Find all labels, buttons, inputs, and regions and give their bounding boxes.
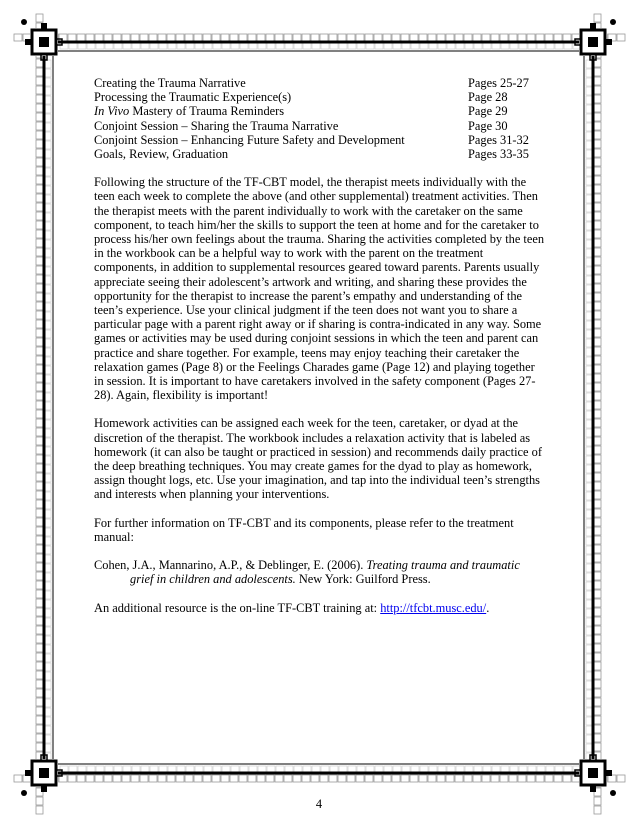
toc-pages: Pages 31-32 <box>468 132 529 147</box>
toc-pages: Pages 33-35 <box>468 147 529 162</box>
corner-ornament <box>21 755 62 796</box>
toc-label-italic: In Vivo <box>94 104 130 119</box>
paragraph-homework: Homework activities can be assigned each week for the teen, caretaker, or dyad at the discretion of the therapist. The workbook includes a relaxation activity that is labeled as homework (it can also be taught or practiced in session) and recommends daily practice of the deep breathing techniques. You may create games for the dyad to play as homework, assign thought logs, etc. Use your imagination, and tap into the individual teen’s strengths and interests when planning your interventions. <box>94 416 542 502</box>
toc-label <box>94 104 284 118</box>
toc-label <box>94 133 405 147</box>
toc-label <box>94 147 228 161</box>
resource-text: An additional resource is the on-line TF-CBT training at: <box>94 600 381 615</box>
corner-ornament <box>21 19 62 60</box>
toc-label <box>94 90 291 104</box>
training-link[interactable]: http://tfcbt.musc.edu/ <box>380 600 487 615</box>
toc-label-text: Conjoint Session – Enhancing Future Safety and Development <box>94 132 405 147</box>
toc-pages: Page 28 <box>468 90 508 105</box>
toc-label-text: Mastery of Trauma Reminders <box>129 104 285 119</box>
paragraph-further-info: For further information on TF-CBT and its components, please refer to the treatment manual: <box>94 515 514 544</box>
reference-authors: Cohen, J.A., Mannarino, A.P., & Deblinger, E. (2006). <box>94 558 367 573</box>
page-content <box>94 76 546 615</box>
table-of-contents <box>94 76 546 161</box>
page-number: 4 <box>315 797 323 811</box>
toc-label <box>94 119 338 133</box>
toc-row <box>94 147 546 161</box>
toc-row <box>94 104 546 118</box>
reference-citation <box>94 558 546 586</box>
toc-label-text: Goals, Review, Graduation <box>94 147 229 162</box>
paragraph-structure: Following the structure of the TF-CBT model, the therapist meets individually with the teen each week to complete the above (and other supplemental) treatment activities. Then the therapist meets with the parent individually to work with the caretaker on the same component, to teach him/her the skills to support the teen at home and for the caretaker to process his/her own feelings about the trauma. Sharing the activities completed by the teen in the workbook can be a helpful way to work with the parent on the treatment components, in addition to supplemental resources geared toward parents. Parents usually appreciate seeing their adolescent’s artwork and writing, and sharing these provides the opportunity for the therapist to increase the parent’s empathy and understanding of the teen’s experience. Use your clinical judgment if the teen does not want you to share a particular page with a parent right away or if sharing is contra-indicated in any way. Some games or activities may be used during conjoint sessions in which the teen and parent can practice and share together. For example, teens may enjoy teaching their caretaker the relaxation games (Page 8) or the Feelings Charades game (Page 12) and playing together in session. It is important to have caretakers involved in the safety component (Pages 27-28). Again, flexibility is important! <box>94 175 545 403</box>
toc-row <box>94 76 546 90</box>
reference-publisher: New York: Guilford Press. <box>295 572 431 587</box>
toc-row <box>94 133 546 147</box>
paragraph-resource <box>94 601 546 615</box>
toc-pages: Page 30 <box>468 118 508 133</box>
reference-title: Treating trauma and traumatic grief in children and adolescents. <box>130 558 520 587</box>
corner-ornament <box>575 755 616 796</box>
toc-pages: Page 29 <box>468 104 508 119</box>
toc-row <box>94 90 546 104</box>
toc-pages: Pages 25-27 <box>468 76 529 90</box>
resource-after: . <box>486 600 490 615</box>
toc-label-text: Processing the Traumatic Experience(s) <box>94 90 292 105</box>
toc-label <box>94 76 246 90</box>
toc-row <box>94 119 546 133</box>
toc-label-text: Creating the Trauma Narrative <box>94 76 246 90</box>
toc-label-text: Conjoint Session – Sharing the Trauma Narrative <box>94 118 339 133</box>
corner-ornament <box>575 19 616 60</box>
